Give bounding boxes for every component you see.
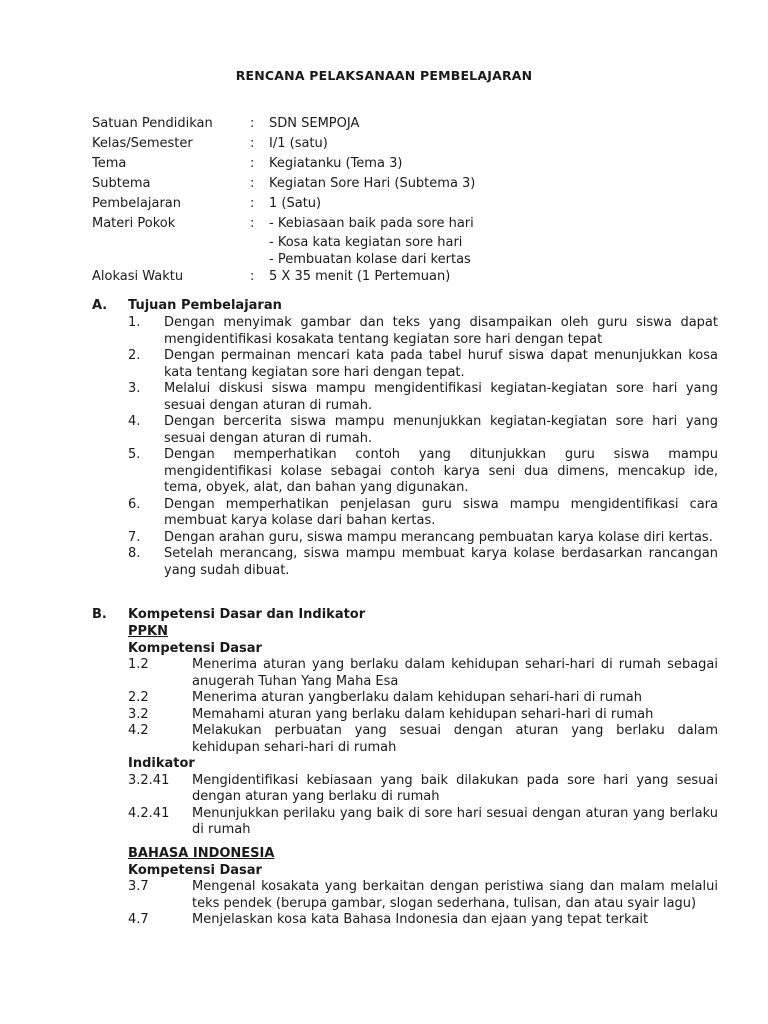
item-text: Setelah merancang, siswa mampu membuat karya kolase berdasarkan rancangan yang sudah dibuat. <box>164 546 718 578</box>
kd-text: Mengenal kosakata yang berkaitan dengan peristiwa siang dan malam melalui teks pendek (berupa gambar, slogan sederhana, tulisan, dan atau syair lagu) <box>192 879 718 911</box>
kd-text: Menerima aturan yangberlaku dalam kehidupan sehari-hari di rumah <box>192 690 642 705</box>
list-item <box>128 546 718 579</box>
bindo-block <box>128 846 718 929</box>
indicator-number: 3.2.41 <box>128 772 170 788</box>
kd-text: Menerima aturan yang berlaku dalam kehidupan sehari-hari di rumah sebagai anugerah Tuhan Yang Maha Esa <box>192 657 718 689</box>
item-number: 6. <box>128 496 141 512</box>
kd-text: Melakukan perbuatan yang sesuai dengan aturan yang berlaku dalam kehidupan sehari-hari di rumah <box>192 723 718 755</box>
kd-number: 2.2 <box>128 690 149 705</box>
kd-number: 4.2 <box>128 723 149 738</box>
item-text: Melalui diskusi siswa mampu mengidentifikasi kegiatan-kegiatan sore hari yang sesuai dengan aturan di rumah. <box>164 381 718 413</box>
identity-value: - Pembuatan kolase dari kertas <box>269 252 471 267</box>
section-letter: B. <box>92 607 107 622</box>
list-item <box>128 447 718 497</box>
identity-value: - Kebiasaan baik pada sore hari <box>269 216 474 231</box>
identity-colon: : <box>250 176 255 191</box>
identity-value: 1 (Satu) <box>269 196 322 211</box>
kd-text: Menjelaskan kosa kata Bahasa Indonesia dan ejaan yang tepat terkait <box>192 912 649 927</box>
indicator-text: Mengidentifikasi kebiasaan yang baik dilakukan pada sore hari yang sesuai dengan aturan yang berlaku di rumah <box>192 772 718 804</box>
list-item <box>128 414 718 447</box>
objectives-list <box>128 315 718 579</box>
identity-value: Kegiatanku (Tema 3) <box>269 156 403 171</box>
item-number: 3. <box>128 381 141 396</box>
list-item <box>128 381 718 414</box>
identity-colon: : <box>250 136 255 151</box>
identity-colon: : <box>250 216 255 231</box>
indicator-item <box>128 806 718 839</box>
list-item <box>128 348 718 381</box>
item-number: 8. <box>128 546 141 561</box>
identity-value: - Kosa kata kegiatan sore hari <box>269 235 463 250</box>
identity-label: Subtema <box>92 176 151 191</box>
identity-label: Alokasi Waktu <box>92 269 184 284</box>
item-text: Dengan menyimak gambar dan teks yang disampaikan oleh guru siswa dapat mengidentifikasi kosakata tentang kegiatan sore hari dengan tepat <box>164 315 718 347</box>
subject-heading: PPKN <box>128 624 169 639</box>
kd-number: 1.2 <box>128 657 149 672</box>
kd-item <box>128 912 718 929</box>
kd-heading: Kompetensi Dasar <box>128 640 262 656</box>
identity-colon: : <box>250 116 255 131</box>
indicator-item <box>128 773 718 806</box>
identity-label: Satuan Pendidikan <box>92 116 213 131</box>
identity-label: Tema <box>92 156 127 171</box>
identity-value: I/1 (satu) <box>269 136 328 151</box>
identity-label: Materi Pokok <box>92 216 176 231</box>
section-title: Tujuan Pembelajaran <box>128 298 282 313</box>
list-item <box>128 315 718 348</box>
section-title: Kompetensi Dasar dan Indikator <box>128 607 366 622</box>
kd-heading: Kompetensi Dasar <box>128 862 262 878</box>
kd-text: Memahami aturan yang berlaku dalam kehidupan sehari-hari di rumah <box>192 706 654 722</box>
item-text: Dengan memperhatikan contoh yang ditunjukkan guru siswa mampu mengidentifikasi kolase sebagai contoh karya seni dua dimens, mencakup ide, tema, obyek, alat, dan bahan yang digunakan. <box>164 447 718 495</box>
item-number: 5. <box>128 447 141 462</box>
identity-label: Pembelajaran <box>92 196 181 211</box>
kd-item <box>128 657 718 690</box>
kd-item <box>128 707 718 724</box>
kd-item <box>128 879 718 912</box>
identity-colon: : <box>250 269 255 284</box>
identity-colon: : <box>250 156 255 171</box>
identity-colon: : <box>250 196 255 211</box>
subject-heading: BAHASA INDONESIA <box>128 846 275 861</box>
item-text: Dengan bercerita siswa mampu menunjukkan kegiatan-kegiatan sore hari yang sesuai dengan aturan di rumah. <box>164 414 718 446</box>
indicator-number: 4.2.41 <box>128 805 170 821</box>
identity-value: 5 X 35 menit (1 Pertemuan) <box>269 269 451 284</box>
document-title: RENCANA PELAKSANAAN PEMBELAJARAN <box>235 68 533 83</box>
kd-number: 3.7 <box>128 879 149 894</box>
item-text: Dengan arahan guru, siswa mampu merancang pembuatan karya kolase diri kertas. <box>164 529 713 545</box>
identity-value: SDN SEMPOJA <box>269 116 360 131</box>
kd-number: 4.7 <box>128 912 149 927</box>
item-number: 4. <box>128 414 141 429</box>
indicator-text: Menunjukkan perilaku yang baik di sore hari sesuai dengan aturan yang berlaku di rumah <box>192 805 718 837</box>
kd-item <box>128 690 718 707</box>
list-item <box>128 530 718 547</box>
item-text: Dengan memperhatikan penjelasan guru siswa mampu mengidentifikasi cara membuat karya kolase dari bahan kertas. <box>164 496 718 528</box>
identity-label: Kelas/Semester <box>92 136 193 151</box>
section-letter: A. <box>92 298 108 313</box>
ppkn-block <box>128 624 718 839</box>
list-item <box>128 497 718 530</box>
item-number: 1. <box>128 315 141 330</box>
identity-value: Kegiatan Sore Hari (Subtema 3) <box>269 176 476 191</box>
indicator-heading: Indikator <box>128 756 195 771</box>
item-number: 2. <box>128 348 141 363</box>
kd-item <box>128 723 718 756</box>
item-number: 7. <box>128 529 141 545</box>
item-text: Dengan permainan mencari kata pada tabel huruf siswa dapat menunjukkan kosa kata tentang kegiatan sore hari dengan tepat. <box>164 348 718 380</box>
kd-number: 3.2 <box>128 706 149 722</box>
